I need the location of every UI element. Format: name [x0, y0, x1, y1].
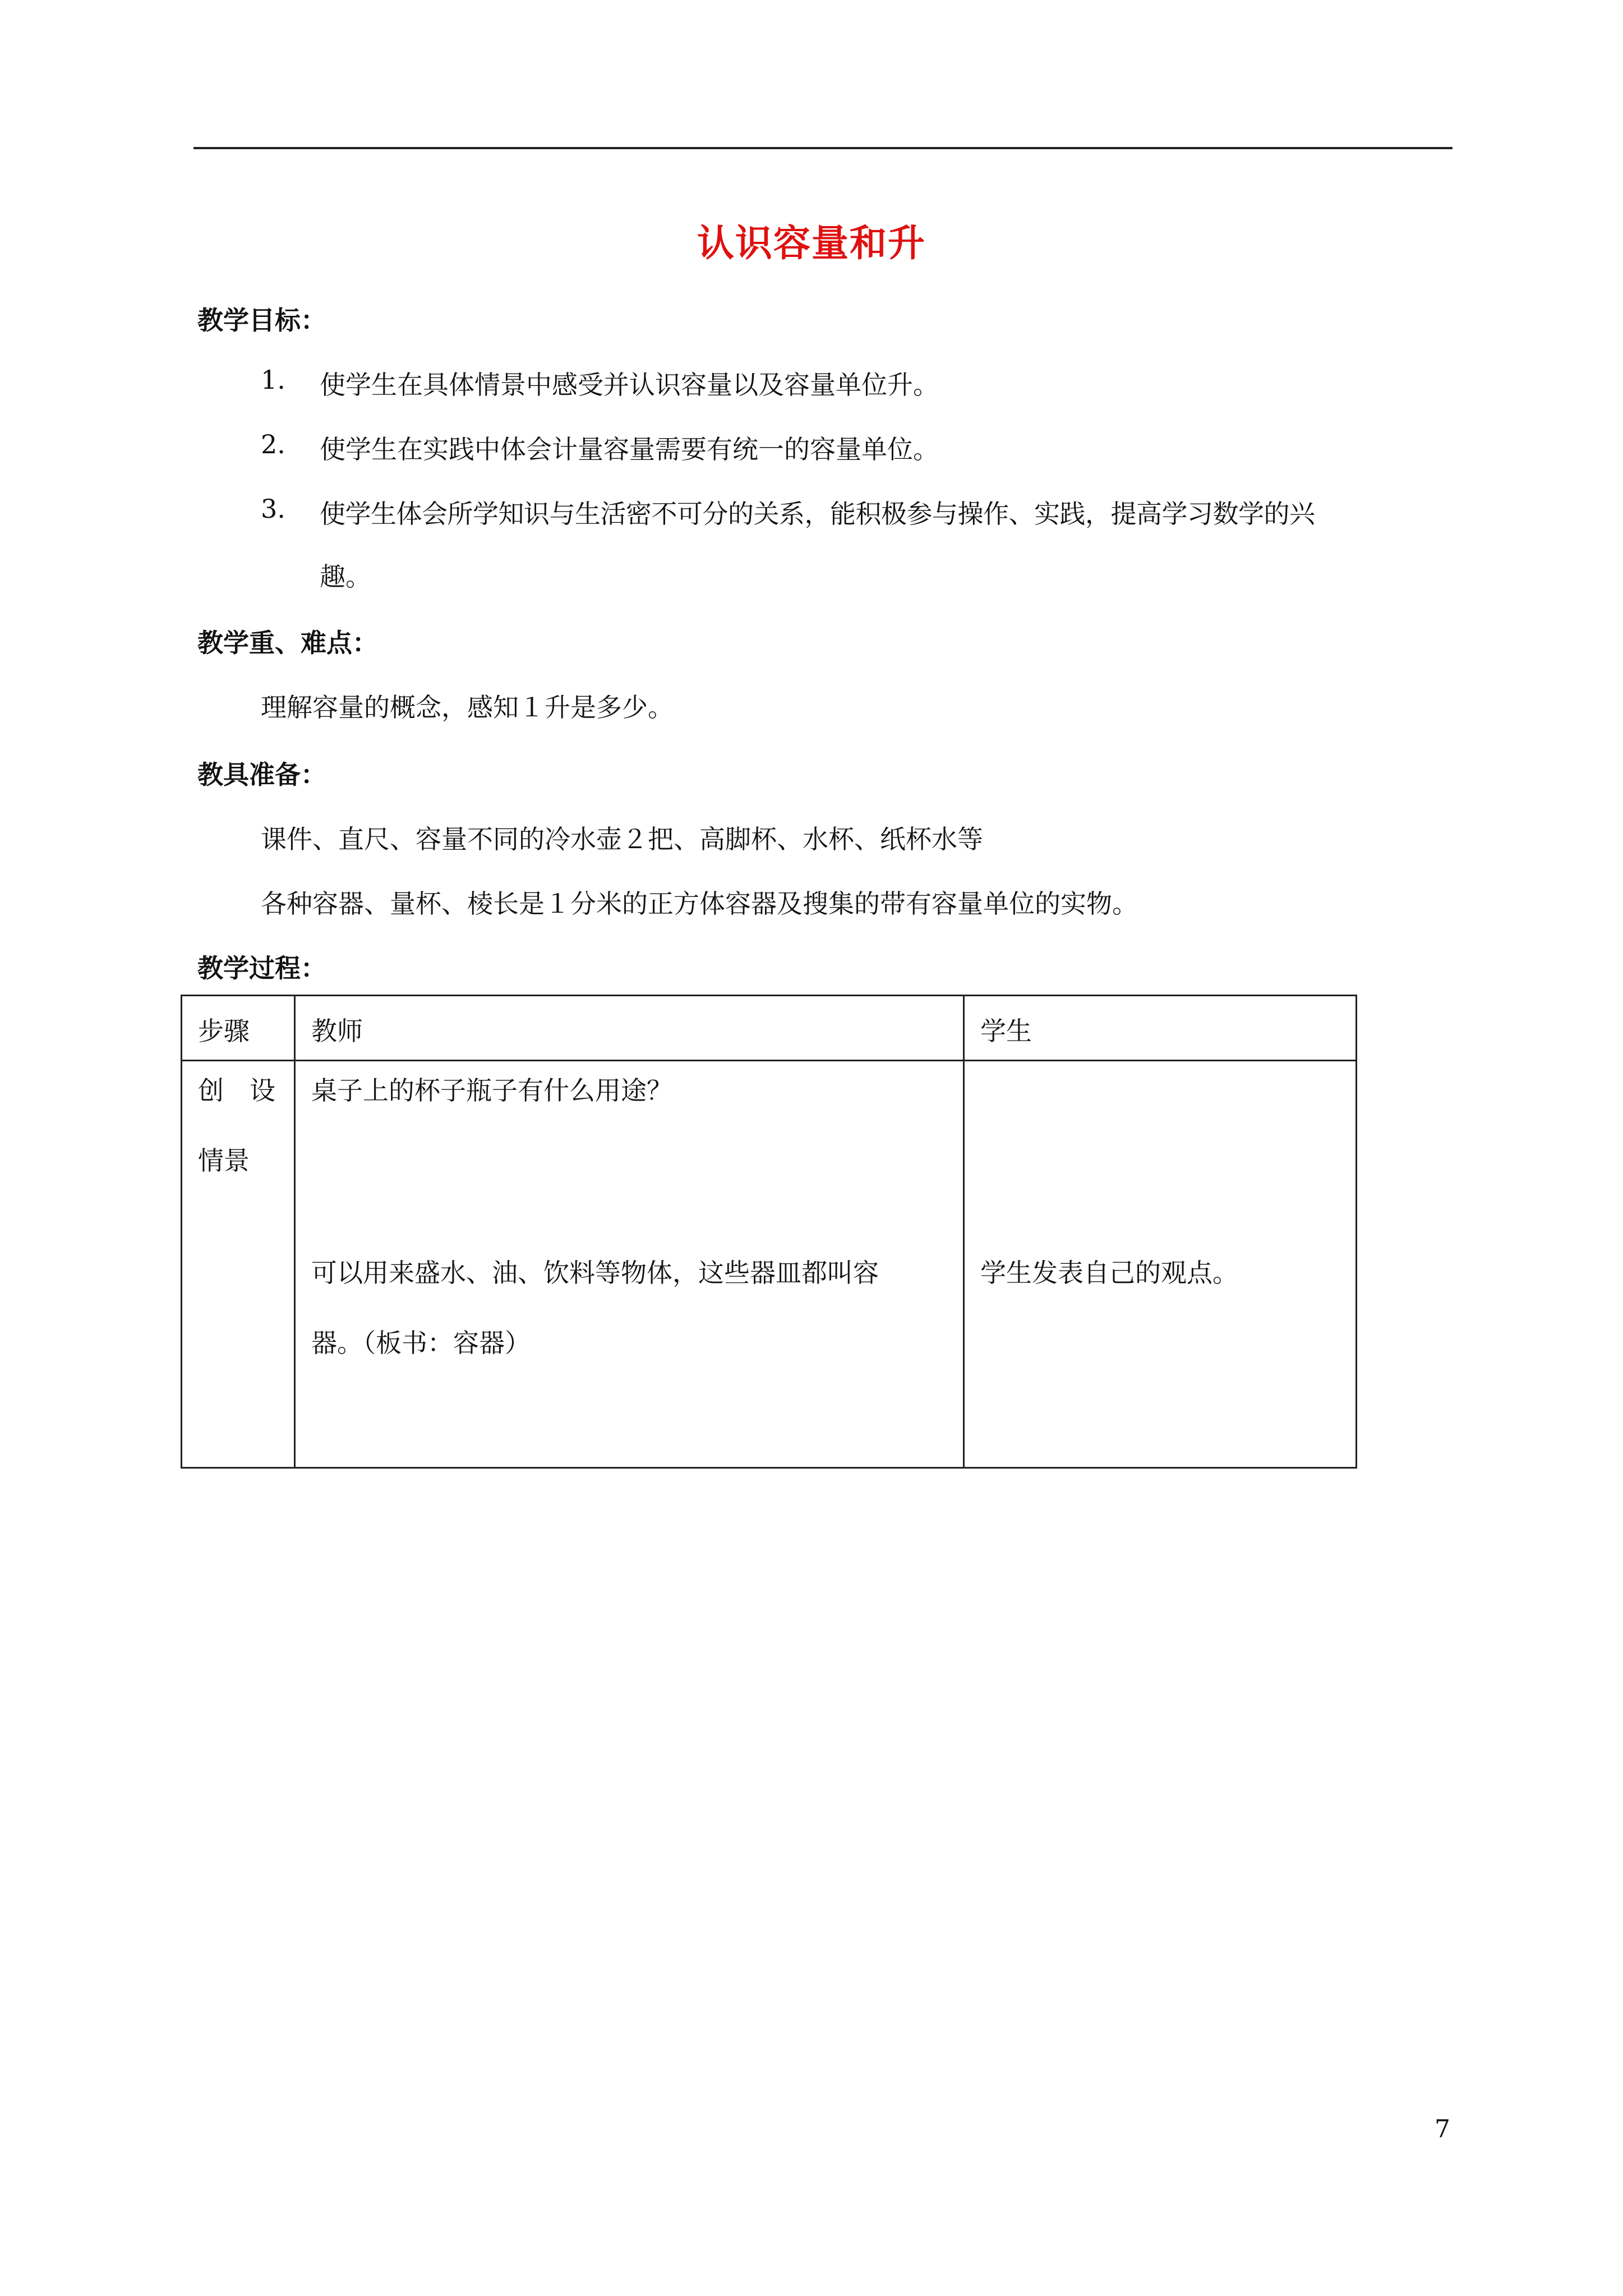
student-cell: [964, 1061, 1357, 1468]
page-number: 7: [1435, 2115, 1450, 2143]
objectives-heading: 教学目标：: [197, 305, 326, 335]
materials-line-1: 课件、直尺、容量不同的冷水壶２把、高脚杯、水杯、纸杯水等: [261, 824, 983, 854]
header-cell-student: [964, 996, 1357, 1061]
step-line-1: 创 设: [198, 1075, 275, 1106]
header-cell-step: [182, 996, 295, 1061]
teacher-cell: [295, 1061, 964, 1468]
teacher-answer-line-2: 器。（板书：容器）: [311, 1328, 531, 1358]
objective-number-2: 2.: [261, 429, 285, 459]
table-header-row: [182, 996, 1357, 1061]
column-header-student: 学生: [980, 1016, 1032, 1046]
column-header-teacher: 教师: [311, 1016, 363, 1046]
step-line-2: 情景: [198, 1145, 250, 1176]
page-title: 认识容量和升: [697, 221, 926, 265]
process-table: [181, 995, 1357, 1469]
materials-line-2: 各种容器、量杯、棱长是１分米的正方体容器及搜集的带有容量单位的实物。: [261, 889, 1138, 919]
teacher-answer-line-1: 可以用来盛水、油、饮料等物体，这些器皿都叫容: [311, 1258, 879, 1288]
step-cell: [182, 1061, 295, 1468]
keypoints-heading: 教学重、难点：: [197, 628, 378, 658]
materials-heading: 教具准备：: [197, 760, 326, 790]
process-heading: 教学过程：: [197, 953, 326, 983]
student-response: 学生发表自己的观点。: [980, 1258, 1238, 1288]
objective-number-1: 1.: [261, 365, 285, 395]
objective-text-2: 使学生在实践中体会计量容量需要有统一的容量单位。: [320, 434, 939, 464]
objective-text-3: 使学生体会所学知识与生活密不可分的关系，能积极参与操作、实践，提高学习数学的兴: [320, 499, 1315, 529]
objective-number-3: 3.: [261, 494, 285, 524]
objective-text-1: 使学生在具体情景中感受并认识容量以及容量单位升。: [320, 370, 939, 400]
teacher-question: 桌子上的杯子瓶子有什么用途？: [311, 1075, 672, 1106]
header-cell-teacher: [295, 996, 964, 1061]
column-header-step: 步骤: [198, 1016, 250, 1046]
table-row: [182, 1061, 1357, 1468]
objective-text-3-continued: 趣。: [320, 562, 371, 592]
keypoints-text: 理解容量的概念，感知１升是多少。: [261, 692, 674, 723]
header-rule: [193, 147, 1453, 149]
